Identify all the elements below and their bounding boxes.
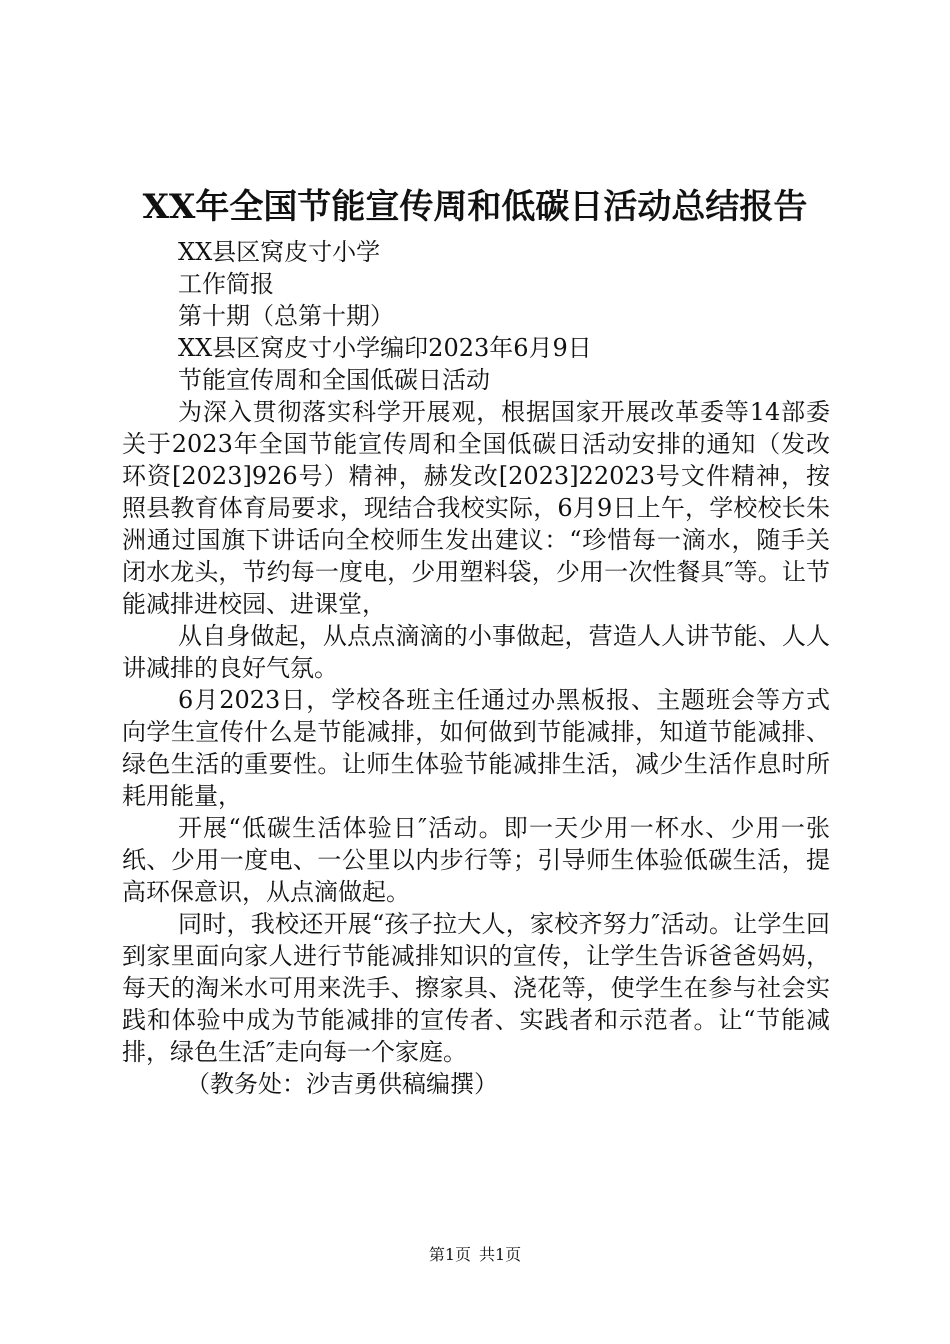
school-name: XX县区窝皮寸小学: [178, 238, 381, 266]
page-number: 第1页: [428, 1245, 471, 1264]
section-heading: 节能宣传周和全国低碳日活动: [178, 366, 490, 394]
paragraph: 从自身做起，从点点滴滴的小事做起，营造人人讲节能、人人讲减排的良好气氛。: [122, 622, 830, 682]
issue-number: 第十期（总第十期）: [178, 302, 394, 330]
document-title: XX年全国节能宣传周和低碳日活动总结报告: [142, 187, 808, 227]
document-body: [122, 236, 830, 1100]
paragraph: 同时，我校还开展“孩子拉大人，家校齐努力″活动。让学生回到家里面向家人进行节能减排知识的宣传，让学生告诉爸爸妈妈，每天的淘米水可用来洗手、擦家具、浇花等，使学生在参与社会实践和体验中成为节能减排的宣传者、实践者和示范者。让“节能减排，绿色生活″走向每一个家庭。: [122, 910, 830, 1066]
publish-info: XX县区窝皮寸小学编印2023年6月9日: [178, 334, 592, 362]
paragraph: 开展“低碳生活体验日″活动。即一天少用一杯水、少用一张纸、少用一度电、一公里以内步行等；引导师生体验低碳生活，提高环保意识，从点滴做起。: [122, 814, 830, 906]
paragraph: 6月2023日，学校各班主任通过办黑板报、主题班会等方式向学生宣传什么是节能减排，如何做到节能减排，知道节能减排、绿色生活的重要性。让师生体验节能减排生活，减少生活作息时所耗用能量，: [122, 686, 830, 810]
report-type: 工作简报: [178, 270, 274, 298]
credit-line: （教务处：沙吉勇供稿编撰）: [186, 1070, 498, 1098]
page-footer: [0, 1244, 950, 1266]
page-total: 共1页: [479, 1245, 522, 1264]
paragraph: 为深入贯彻落实科学开展观，根据国家开展改革委等14部委关于2023年全国节能宣传周和全国低碳日活动安排的通知（发改环资[2023]926号）精神，赫发改[2023]22023号文件精神，按照县教育体育局要求，现结合我校实际，6月9日上午，学校校长朱洲通过国旗下讲话向全校师生发出建议：“珍惜每一滴水，随手关闭水龙头，节约每一度电，少用塑料袋，少用一次性餐具″等。让节能减排进校园、进课堂，: [122, 398, 830, 618]
